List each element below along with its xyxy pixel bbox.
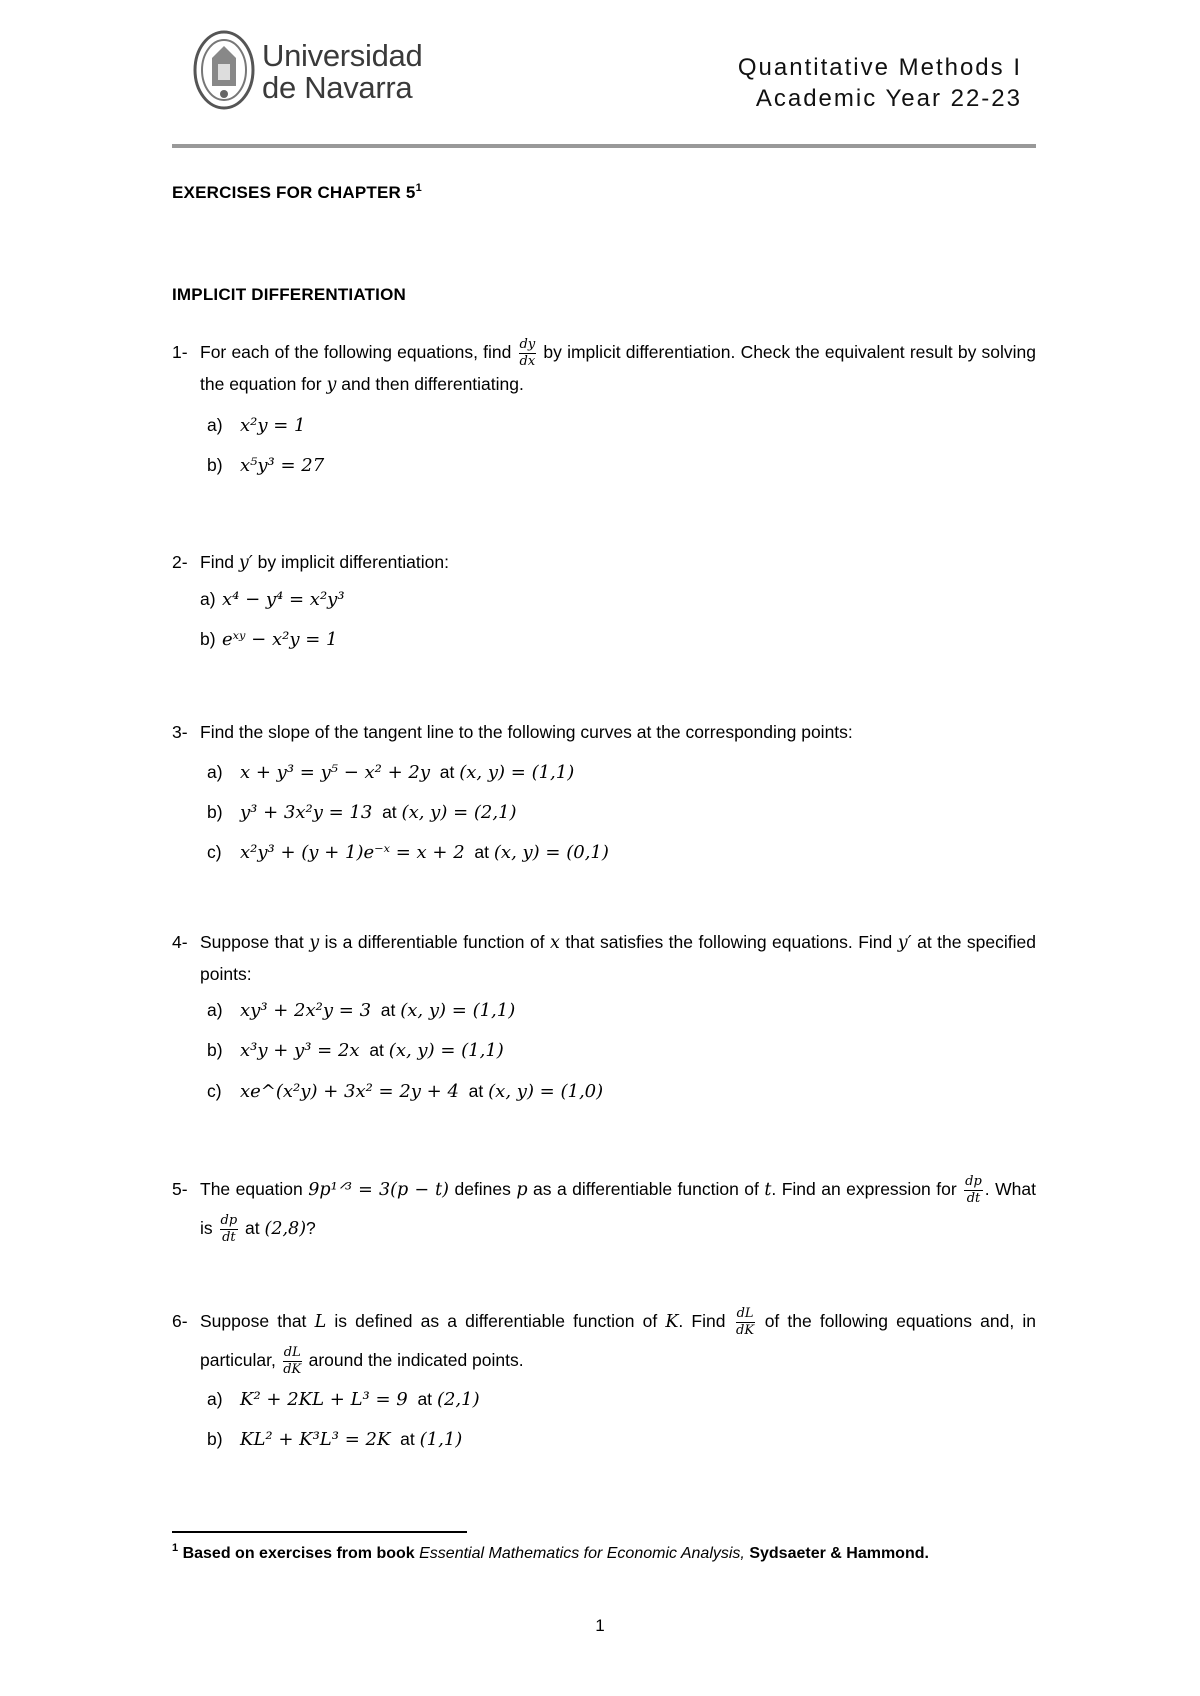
exercise-1 xyxy=(172,337,1036,401)
exercise-text: of the following equations and, in particular, xyxy=(200,1310,1036,1370)
exercise-text: at xyxy=(245,1217,260,1238)
footnote-authors: Sydsaeter & Hammond. xyxy=(749,1545,929,1562)
item-label: c) xyxy=(207,1080,222,1101)
fraction-dp-dt xyxy=(964,1175,983,1206)
section-heading: IMPLICIT DIFFERENTIATION xyxy=(172,285,406,304)
header-divider xyxy=(172,144,1036,148)
equation: x + y³ = y⁵ − x² + 2y xyxy=(240,761,431,783)
point: (x, y) = (2,1) xyxy=(401,801,517,823)
item-label: b) xyxy=(207,1428,223,1449)
exercise-item xyxy=(172,990,1036,1030)
math-variable: y xyxy=(326,374,337,395)
footnote-separator xyxy=(172,1531,467,1533)
exercise-text: defines xyxy=(454,1178,511,1199)
exercise-text: The equation xyxy=(200,1178,303,1199)
item-label: c) xyxy=(207,841,222,862)
exercise-text: . Find xyxy=(678,1310,726,1331)
equation: x⁵y³ = 27 xyxy=(240,454,325,476)
logo-wordmark xyxy=(262,40,422,104)
fraction-numerator: dL xyxy=(283,1344,301,1360)
exercise-item xyxy=(172,792,1036,832)
exercise-number: 5- xyxy=(172,1178,188,1199)
math-variable: x xyxy=(550,932,560,953)
fraction-numerator: dp xyxy=(220,1212,238,1228)
point: (1,1) xyxy=(419,1428,463,1450)
exercise-text: as a differentiable function of xyxy=(533,1178,759,1199)
exercise-item xyxy=(172,1030,1036,1070)
footnote-text: Based on exercises from book xyxy=(182,1545,415,1562)
math-variable: L xyxy=(314,1311,327,1332)
exercise-text: Find xyxy=(200,551,235,572)
at-word: at xyxy=(439,761,455,782)
exercise-item xyxy=(172,619,1036,659)
fraction-numerator: dp xyxy=(965,1173,982,1189)
book-title: Essential Mathematics for Economic Analysis, xyxy=(419,1545,745,1562)
exercise-text: and then differentiating. xyxy=(341,373,524,394)
course-header xyxy=(738,52,1022,114)
at-word: at xyxy=(400,1428,415,1449)
equation: x²y³ + (y + 1)e⁻ˣ = x + 2 xyxy=(240,841,465,863)
university-logo xyxy=(192,28,432,112)
exercise-2 xyxy=(172,547,1036,579)
footnote-reference: 1 xyxy=(415,182,422,194)
footnote xyxy=(172,1542,929,1563)
equation: x⁴ − y⁴ = x²y³ xyxy=(222,588,345,610)
fraction-dL-dK xyxy=(736,1307,755,1338)
exercise-text: that satisfies the following equations. Find xyxy=(565,931,893,952)
point: (x, y) = (1,1) xyxy=(388,1039,504,1061)
math-variable: t xyxy=(764,1179,772,1200)
exercise-item xyxy=(172,1419,1036,1459)
exercise-item xyxy=(172,832,1036,872)
fraction-denominator: dx xyxy=(519,353,536,369)
equation: x³y + y³ = 2x xyxy=(240,1039,360,1061)
at-word: at xyxy=(474,841,490,862)
math-variable: y′ xyxy=(897,932,912,953)
math-variable: y′ xyxy=(238,552,253,573)
exercise-text: Find the slope of the tangent line to the following curves at the corresponding points: xyxy=(200,721,853,742)
point: (2,8) xyxy=(264,1218,307,1239)
at-word: at xyxy=(380,999,396,1020)
item-label: a) xyxy=(200,588,216,609)
exercise-number: 6- xyxy=(172,1310,188,1331)
fraction-numerator: dy xyxy=(519,336,536,352)
fraction-numerator: dL xyxy=(736,1305,754,1321)
exercise-4 xyxy=(172,927,1036,990)
equation: KL² + K³L³ = 2K xyxy=(240,1428,391,1450)
item-label: b) xyxy=(207,454,223,475)
exercise-text: Suppose that xyxy=(200,931,304,952)
item-label: a) xyxy=(207,414,223,435)
fraction-denominator: dK xyxy=(736,1322,755,1338)
exercise-5 xyxy=(172,1170,1036,1248)
at-word: at xyxy=(468,1080,484,1101)
exercise-number: 3- xyxy=(172,721,188,742)
fraction-denominator: dt xyxy=(222,1229,236,1245)
item-label: a) xyxy=(207,999,223,1020)
logo-line-2: de Navarra xyxy=(262,70,413,105)
equation: xy³ + 2x²y = 3 xyxy=(240,999,372,1021)
exercise-text: at the specified points: xyxy=(200,931,1036,984)
exercise-text: ? xyxy=(306,1217,316,1238)
exercise-text: around the indicated points. xyxy=(308,1349,524,1370)
exercise-item xyxy=(172,579,1036,619)
exercise-number: 1- xyxy=(172,342,188,362)
exercise-item xyxy=(172,1070,1036,1112)
university-seal-icon xyxy=(192,28,256,112)
equation: eˣʸ − x²y = 1 xyxy=(222,628,338,650)
at-word: at xyxy=(382,801,397,822)
exercise-text: Suppose that xyxy=(200,1310,307,1331)
exercise-6 xyxy=(172,1302,1036,1379)
point: (x, y) = (1,0) xyxy=(488,1080,604,1102)
exercise-text: is a differentiable function of xyxy=(324,931,545,952)
item-label: b) xyxy=(200,628,216,649)
equation: K² + 2KL + L³ = 9 xyxy=(240,1388,408,1410)
exercise-item xyxy=(172,405,1036,445)
point: (x, y) = (0,1) xyxy=(493,841,609,863)
exercise-text: by implicit differentiation: xyxy=(257,551,449,572)
fraction-denominator: dK xyxy=(283,1361,302,1377)
equation: y³ + 3x²y = 13 xyxy=(240,801,373,823)
fraction-dp-dt xyxy=(220,1214,239,1245)
fraction-dL-dK xyxy=(283,1346,302,1377)
fraction-denominator: dt xyxy=(966,1190,981,1206)
point: (x, y) = (1,1) xyxy=(459,761,575,783)
at-word: at xyxy=(417,1388,433,1409)
course-title: Quantitative Methods I xyxy=(737,54,1022,81)
exercise-item xyxy=(172,445,1036,485)
item-label: a) xyxy=(207,1388,223,1409)
logo-line-1: Universidad xyxy=(262,38,423,73)
page-title-text: EXERCISES FOR CHAPTER 5 xyxy=(172,183,416,202)
at-word: at xyxy=(369,1039,384,1060)
exercise-text: is defined as a differentiable function of xyxy=(334,1310,658,1331)
equation: x²y = 1 xyxy=(240,414,306,436)
page-number: 1 xyxy=(595,1616,605,1635)
exercise-text: For each of the following equations, find xyxy=(200,342,512,362)
equation: xe^(x²y) + 3x² = 2y + 4 xyxy=(240,1080,459,1102)
academic-year: Academic Year 22-23 xyxy=(755,85,1022,112)
item-label: b) xyxy=(207,1039,223,1060)
exercise-3 xyxy=(172,717,1036,748)
math-variable: K xyxy=(665,1311,679,1332)
exercise-number: 2- xyxy=(172,551,188,572)
point: (x, y) = (1,1) xyxy=(400,999,516,1021)
exercise-text: . Find an expression for xyxy=(771,1178,957,1199)
exercise-text: by implicit differentiation. Check the equivalent result by solving the equation for xyxy=(200,342,1036,394)
equation: 9p¹ᐟ³ = 3(p − t) xyxy=(308,1179,449,1200)
exercise-text: . What is xyxy=(200,1178,1036,1238)
item-label: b) xyxy=(207,801,223,822)
math-variable: p xyxy=(516,1179,528,1200)
point: (2,1) xyxy=(436,1388,480,1410)
exercise-number: 4- xyxy=(172,931,188,952)
exercise-item xyxy=(172,1379,1036,1419)
item-label: a) xyxy=(207,761,223,782)
page-title xyxy=(172,182,1036,212)
document-body xyxy=(172,182,1036,1459)
footnote-mark: 1 xyxy=(172,1542,179,1554)
math-variable: y xyxy=(309,932,320,953)
exercise-item xyxy=(172,752,1036,792)
fraction-dy-dx xyxy=(519,338,537,369)
